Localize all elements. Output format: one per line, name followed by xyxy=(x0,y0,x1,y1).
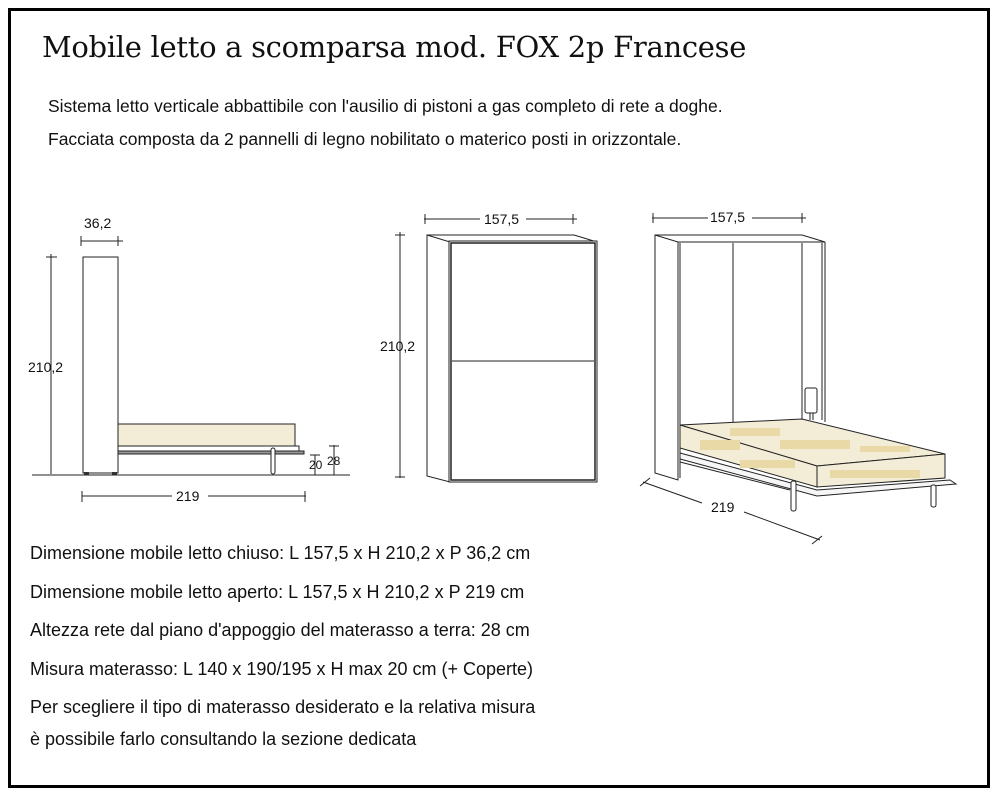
page-title: Mobile letto a scomparsa mod. FOX 2p Francese xyxy=(42,30,747,64)
spec-mattress-size: Misura materasso: L 140 x 190/195 x H max 20 cm (+ Coperte) xyxy=(30,658,534,679)
description-line-1: Sistema letto verticale abbattibile con l'ausilio di pistoni a gas completo di rete a doghe. xyxy=(48,96,723,116)
spec-open-dimensions: Dimensione mobile letto aperto: L 157,5 x H 210,2 x P 219 cm xyxy=(30,581,525,602)
spec-closed-dimensions: Dimensione mobile letto chiuso: L 157,5 x H 210,2 x P 36,2 cm xyxy=(30,543,531,563)
dim-depth-open: 219 xyxy=(176,488,200,504)
front-view-drawing xyxy=(395,214,597,482)
specifications-list xyxy=(30,540,535,765)
perspective-view-drawing xyxy=(640,213,956,544)
dim-height-side: 210,2 xyxy=(28,359,64,375)
dim-width-perspective: 157,5 xyxy=(710,209,746,225)
spec-note-line-2: è possibile farlo consultando la sezione dedicata xyxy=(30,729,417,749)
dim-width-front: 157,5 xyxy=(484,211,520,227)
spec-net-height: Altezza rete dal piano d'appoggio del materasso a terra: 28 cm xyxy=(30,620,530,640)
description-line-2: Facciata composta da 2 pannelli di legno nobilitato o materico posti in orizzontale. xyxy=(48,129,682,149)
dim-depth-closed: 36,2 xyxy=(84,215,112,231)
dim-depth-perspective: 219 xyxy=(711,499,735,515)
dim-frame-height: 28 xyxy=(327,454,341,468)
dim-height-front: 210,2 xyxy=(380,338,416,354)
side-view-drawing xyxy=(32,236,350,502)
dim-mattress-height: 20 xyxy=(309,458,323,472)
spec-note-line-1: Per scegliere il tipo di materasso desiderato e la relativa misura xyxy=(30,697,536,717)
